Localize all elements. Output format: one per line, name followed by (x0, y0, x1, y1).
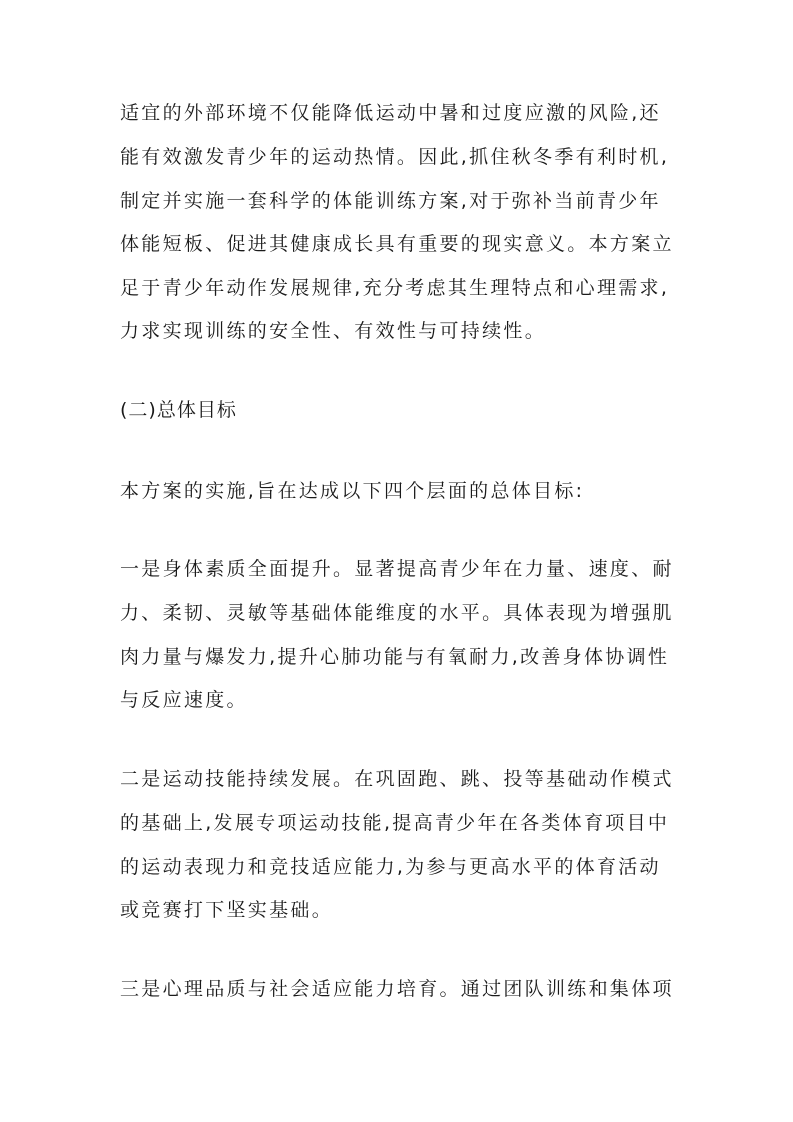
intro-line: 本方案的实施,旨在达成以下四个层面的总体目标: (120, 480, 585, 502)
paragraph-1-line-3: 制定并实施一套科学的体能训练方案,对于弥补当前青少年 (120, 190, 661, 212)
goal-1-line-4: 与反应速度。 (120, 689, 248, 711)
goal-2-line-3: 的运动表现力和竞技适应能力,为参与更高水平的体育活动 (120, 856, 661, 878)
goal-2-line-1: 二是运动技能持续发展。在巩固跑、跳、投等基础动作模式 (120, 768, 674, 790)
section-heading: (二)总体目标 (120, 399, 237, 421)
goal-3-line-1: 三是心理品质与社会适应能力培育。通过团队训练和集体项 (120, 978, 674, 1000)
paragraph-1-line-4: 体能短板、促进其健康成长具有重要的现实意义。本方案立 (120, 233, 674, 255)
paragraph-1-line-1: 适宜的外部环境不仅能降低运动中暑和过度应激的风险,还 (120, 102, 661, 124)
goal-2-line-2: 的基础上,发展专项运动技能,提高青少年在各类体育项目中 (120, 812, 670, 834)
paragraph-1-line-2: 能有效激发青少年的运动热情。因此,抓住秋冬季有利时机, (120, 146, 670, 168)
paragraph-1-line-5: 足于青少年动作发展规律,充分考虑其生理特点和心理需求, (120, 277, 670, 299)
goal-2-line-4: 或竞赛打下坚实基础。 (120, 899, 334, 921)
goal-1-line-2: 力、柔韧、灵敏等基础体能维度的水平。具体表现为增强肌 (120, 602, 674, 624)
goal-1-line-1: 一是身体素质全面提升。显著提高青少年在力量、速度、耐 (120, 558, 674, 580)
paragraph-1-line-6: 力求实现训练的安全性、有效性与可持续性。 (120, 320, 547, 342)
goal-1-line-3: 肉力量与爆发力,提升心肺功能与有氧耐力,改善身体协调性 (120, 646, 670, 668)
